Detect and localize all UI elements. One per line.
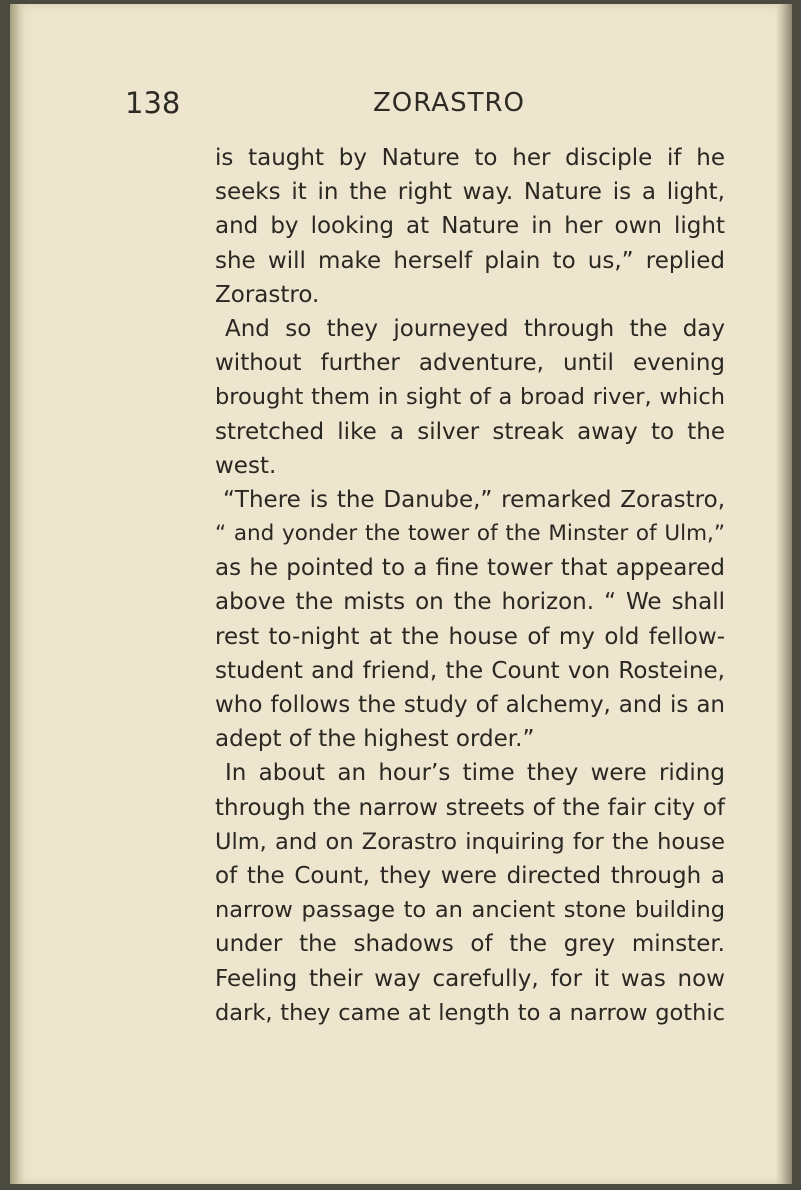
text-line: rest to-night at the house of my old fellow- <box>215 623 725 650</box>
text-line: is taught by Nature to her disciple if he <box>215 145 725 171</box>
running-title: ZORASTRO <box>373 88 525 118</box>
text-line: brought them in sight of a broad river, which <box>215 384 725 411</box>
book-page <box>10 4 792 1184</box>
text-line: “There is the Danube,” remarked Zorastro, <box>223 486 725 513</box>
text-line: who follows the study of alchemy, and is an <box>215 692 725 718</box>
text-line: and by looking at Nature in her own light <box>215 213 725 240</box>
text-line: above the mists on the horizon. “ We shall <box>215 589 725 616</box>
text-line: “ and yonder the tower of the Minster of Ulm,” <box>215 521 725 547</box>
text-line: adept of the highest order.” <box>215 726 535 753</box>
text-line: Zorastro. <box>215 281 320 308</box>
text-line: seeks it in the right way. Nature is a light, <box>215 179 725 206</box>
page-number: 138 <box>125 86 181 120</box>
running-head <box>10 86 792 126</box>
text-line: under the shadows of the grey minster. <box>215 931 725 958</box>
text-line: Feeling their way carefully, for it was now <box>215 965 725 992</box>
text-line: Ulm, and on Zorastro inquiring for the house <box>215 828 725 855</box>
text-line: narrow passage to an ancient stone building <box>215 897 725 924</box>
text-line: as he pointed to a fine tower that appeared <box>215 555 725 582</box>
text-line: dark, they came at length to a narrow gothic <box>215 999 725 1026</box>
text-line: without further adventure, until evening <box>215 350 725 377</box>
text-line: student and friend, the Count von Rosteine, <box>215 657 725 684</box>
text-line: stretched like a silver streak away to the <box>215 418 725 445</box>
text-line: of the Count, they were directed through a <box>215 862 725 889</box>
body-text <box>215 141 725 1030</box>
text-line: through the narrow streets of the fair city of <box>215 794 725 821</box>
text-line: she will make herself plain to us,” replied <box>215 247 725 274</box>
text-line: west. <box>215 452 277 479</box>
text-line: And so they journeyed through the day <box>225 315 725 342</box>
text-line: In about an hour’s time they were riding <box>225 760 725 787</box>
